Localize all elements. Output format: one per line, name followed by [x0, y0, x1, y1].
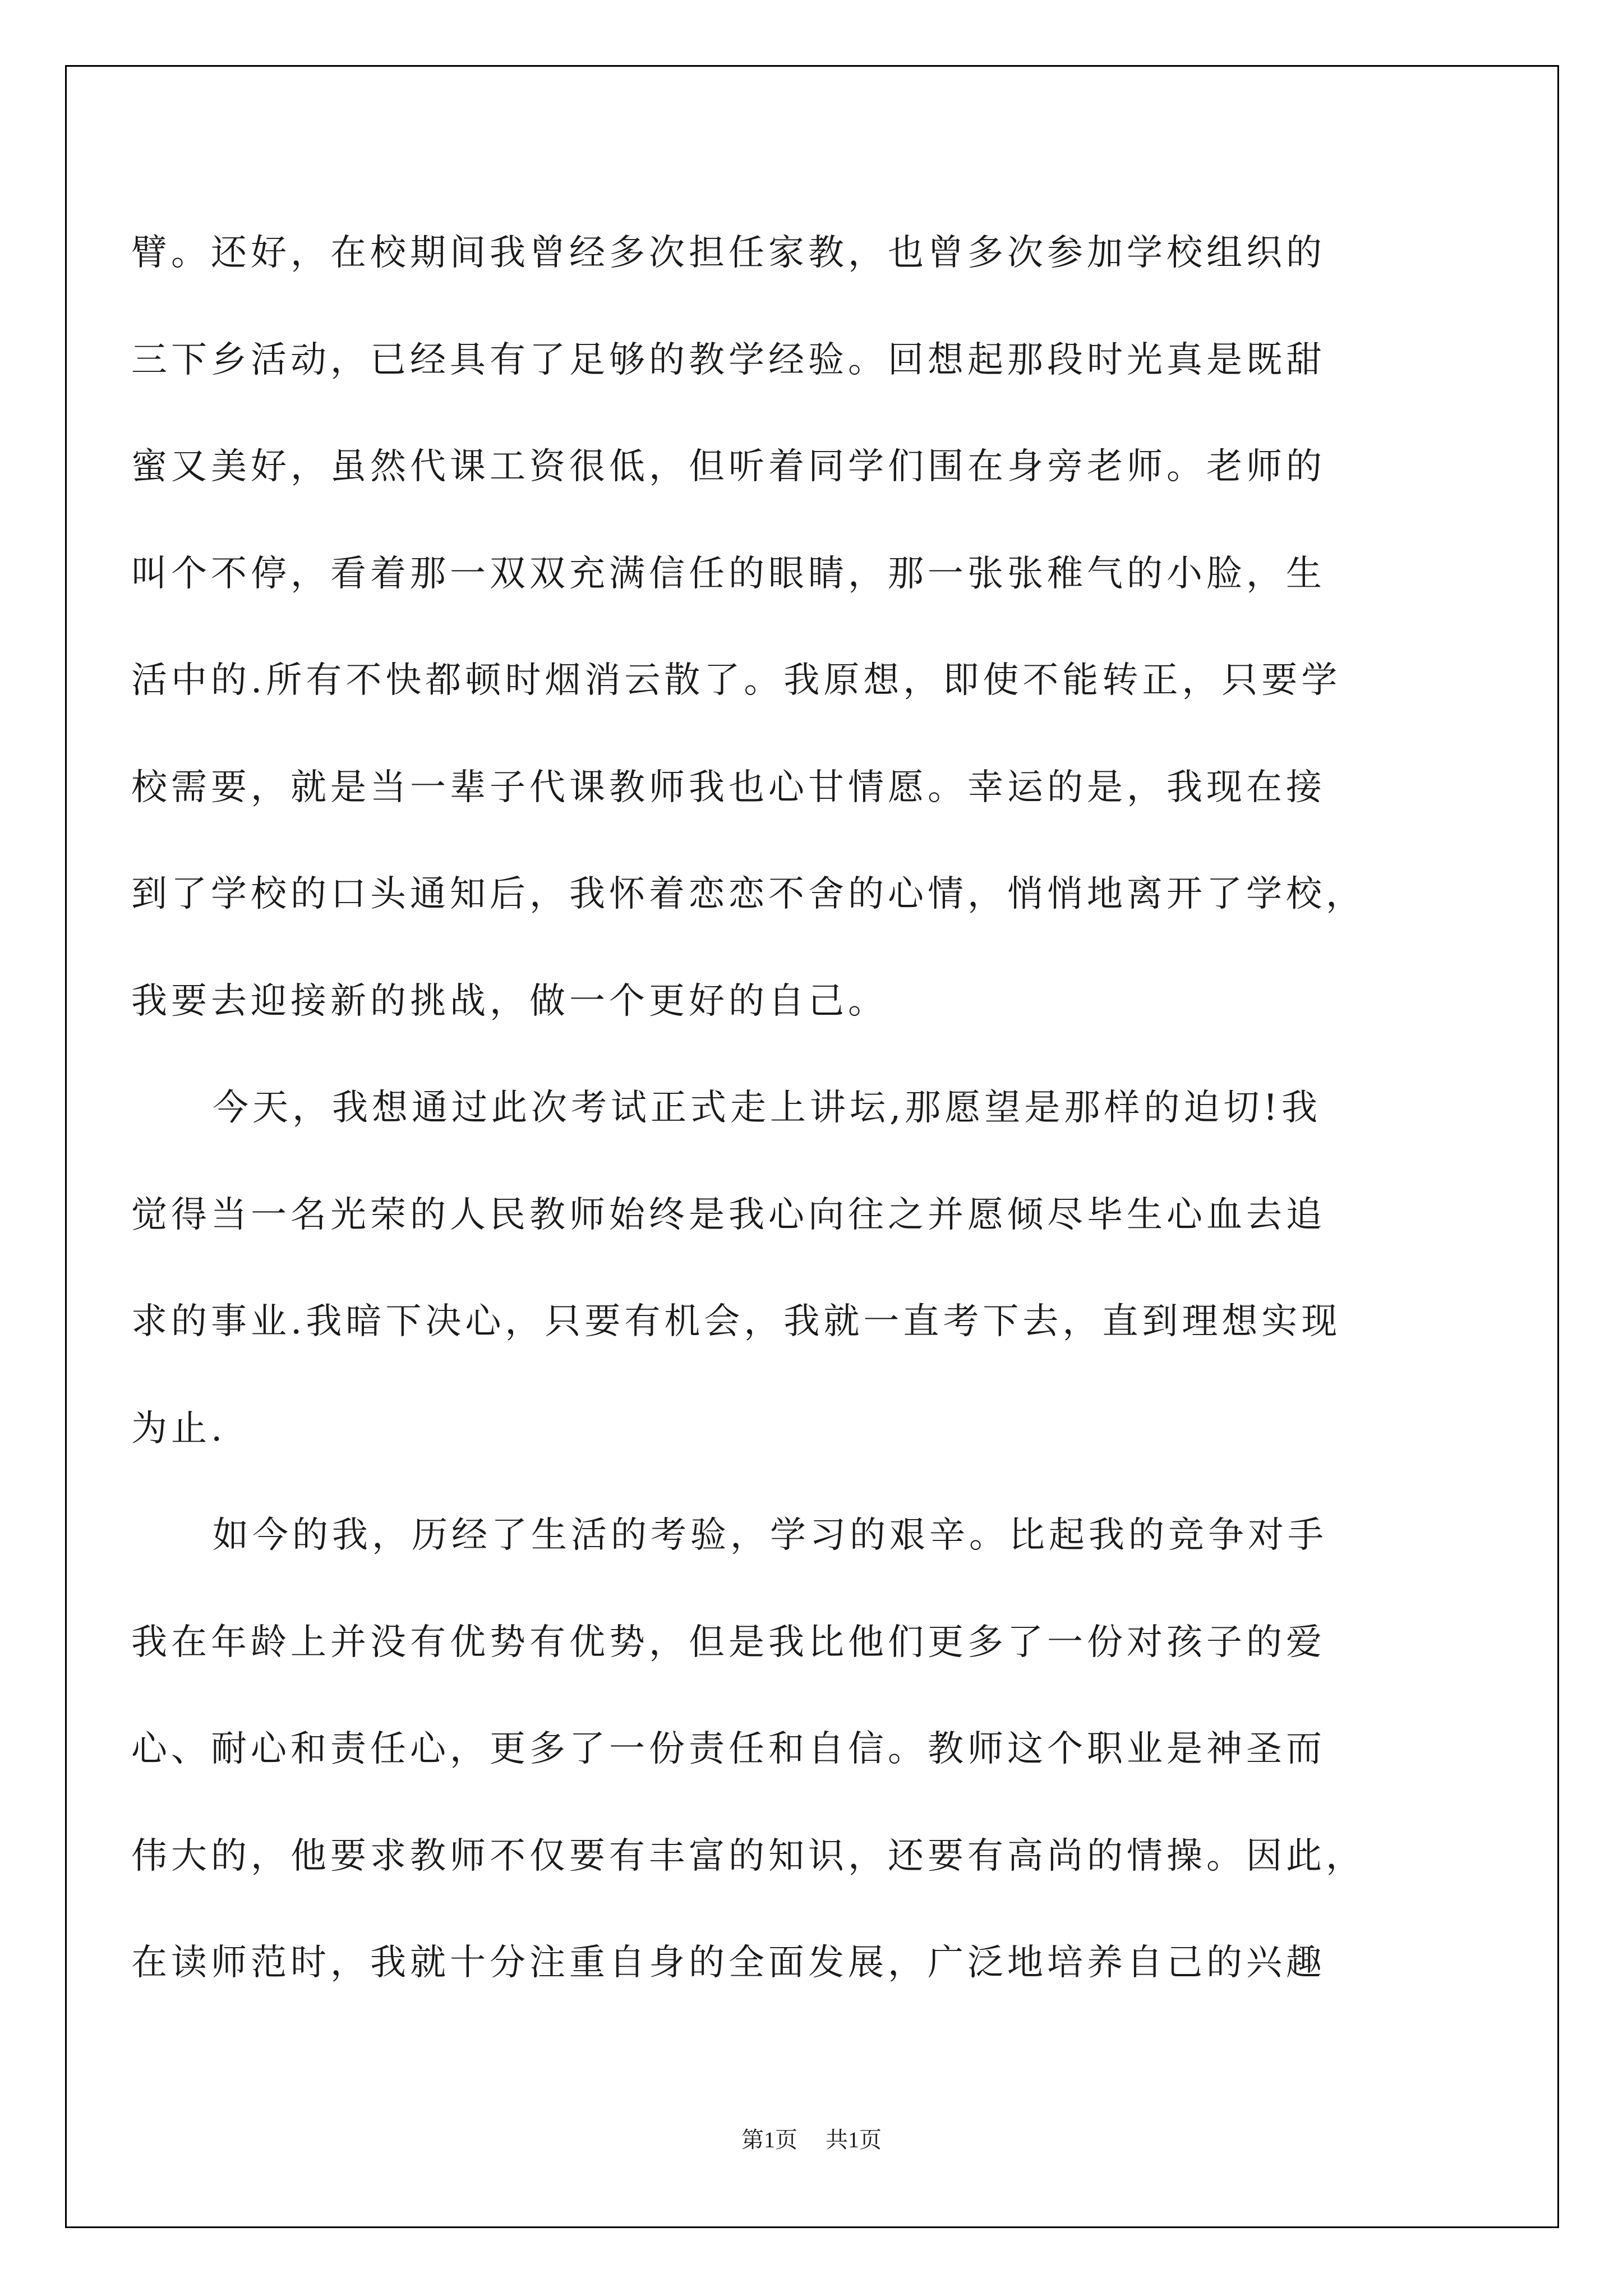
paragraph-first-line: 今天，我想通过此次考试正式走上讲坛,那愿望是那样的迫切!我 [213, 1087, 1322, 1129]
text-line: 在读师范时，我就十分注重自身的全面发展，广泛地培养自己的兴趣 [131, 1942, 1326, 1984]
text-line: 觉得当一名光荣的人民教师始终是我心向往之并愿倾尽毕生心血去追 [131, 1194, 1326, 1236]
text-line: 心、耐心和责任心，更多了一份责任和自信。教师这个职业是神圣而 [131, 1728, 1326, 1770]
text-line: 求的事业.我暗下决心，只要有机会，我就一直考下去，直到理想实现 [131, 1301, 1341, 1342]
page-number-total: 共1页 [826, 2127, 882, 2152]
document-body [131, 200, 1494, 2017]
text-line: 为止. [131, 1407, 227, 1450]
text-line: 我要去迎接新的挑战，做一个更好的自己。 [131, 980, 888, 1022]
text-line: 三下乡活动，已经具有了足够的教学经验。回想起那段时光真是既甜 [131, 339, 1326, 381]
page-footer [0, 2126, 1623, 2154]
text-line: 到了学校的口头通知后，我怀着恋恋不舍的心情，悄悄地离开了学校， [131, 873, 1366, 915]
text-line: 臂。还好，在校期间我曾经多次担任家教，也曾多次参加学校组织的 [131, 232, 1326, 274]
text-line: 蜜又美好，虽然代课工资很低，但听着同学们围在身旁老师。老师的 [131, 446, 1326, 487]
paragraph-first-line: 如今的我，历经了生活的考验，学习的艰辛。比起我的竞争对手 [213, 1515, 1327, 1556]
text-line: 我在年龄上并没有优势有优势，但是我比他们更多了一份对孩子的爱 [131, 1621, 1326, 1663]
text-line: 叫个不停，看着那一双双充满信任的眼睛，那一张张稚气的小脸，生 [131, 553, 1326, 595]
text-line: 校需要，就是当一辈子代课教师我也心甘情愿。幸运的是，我现在接 [131, 766, 1326, 808]
text-line: 伟大的，他要求教师不仅要有丰富的知识，还要有高尚的情操。因此， [131, 1835, 1366, 1877]
text-line: 活中的.所有不快都顿时烟消云散了。我原想，即使不能转正，只要学 [131, 660, 1341, 701]
page-number-current: 第1页 [741, 2127, 797, 2152]
